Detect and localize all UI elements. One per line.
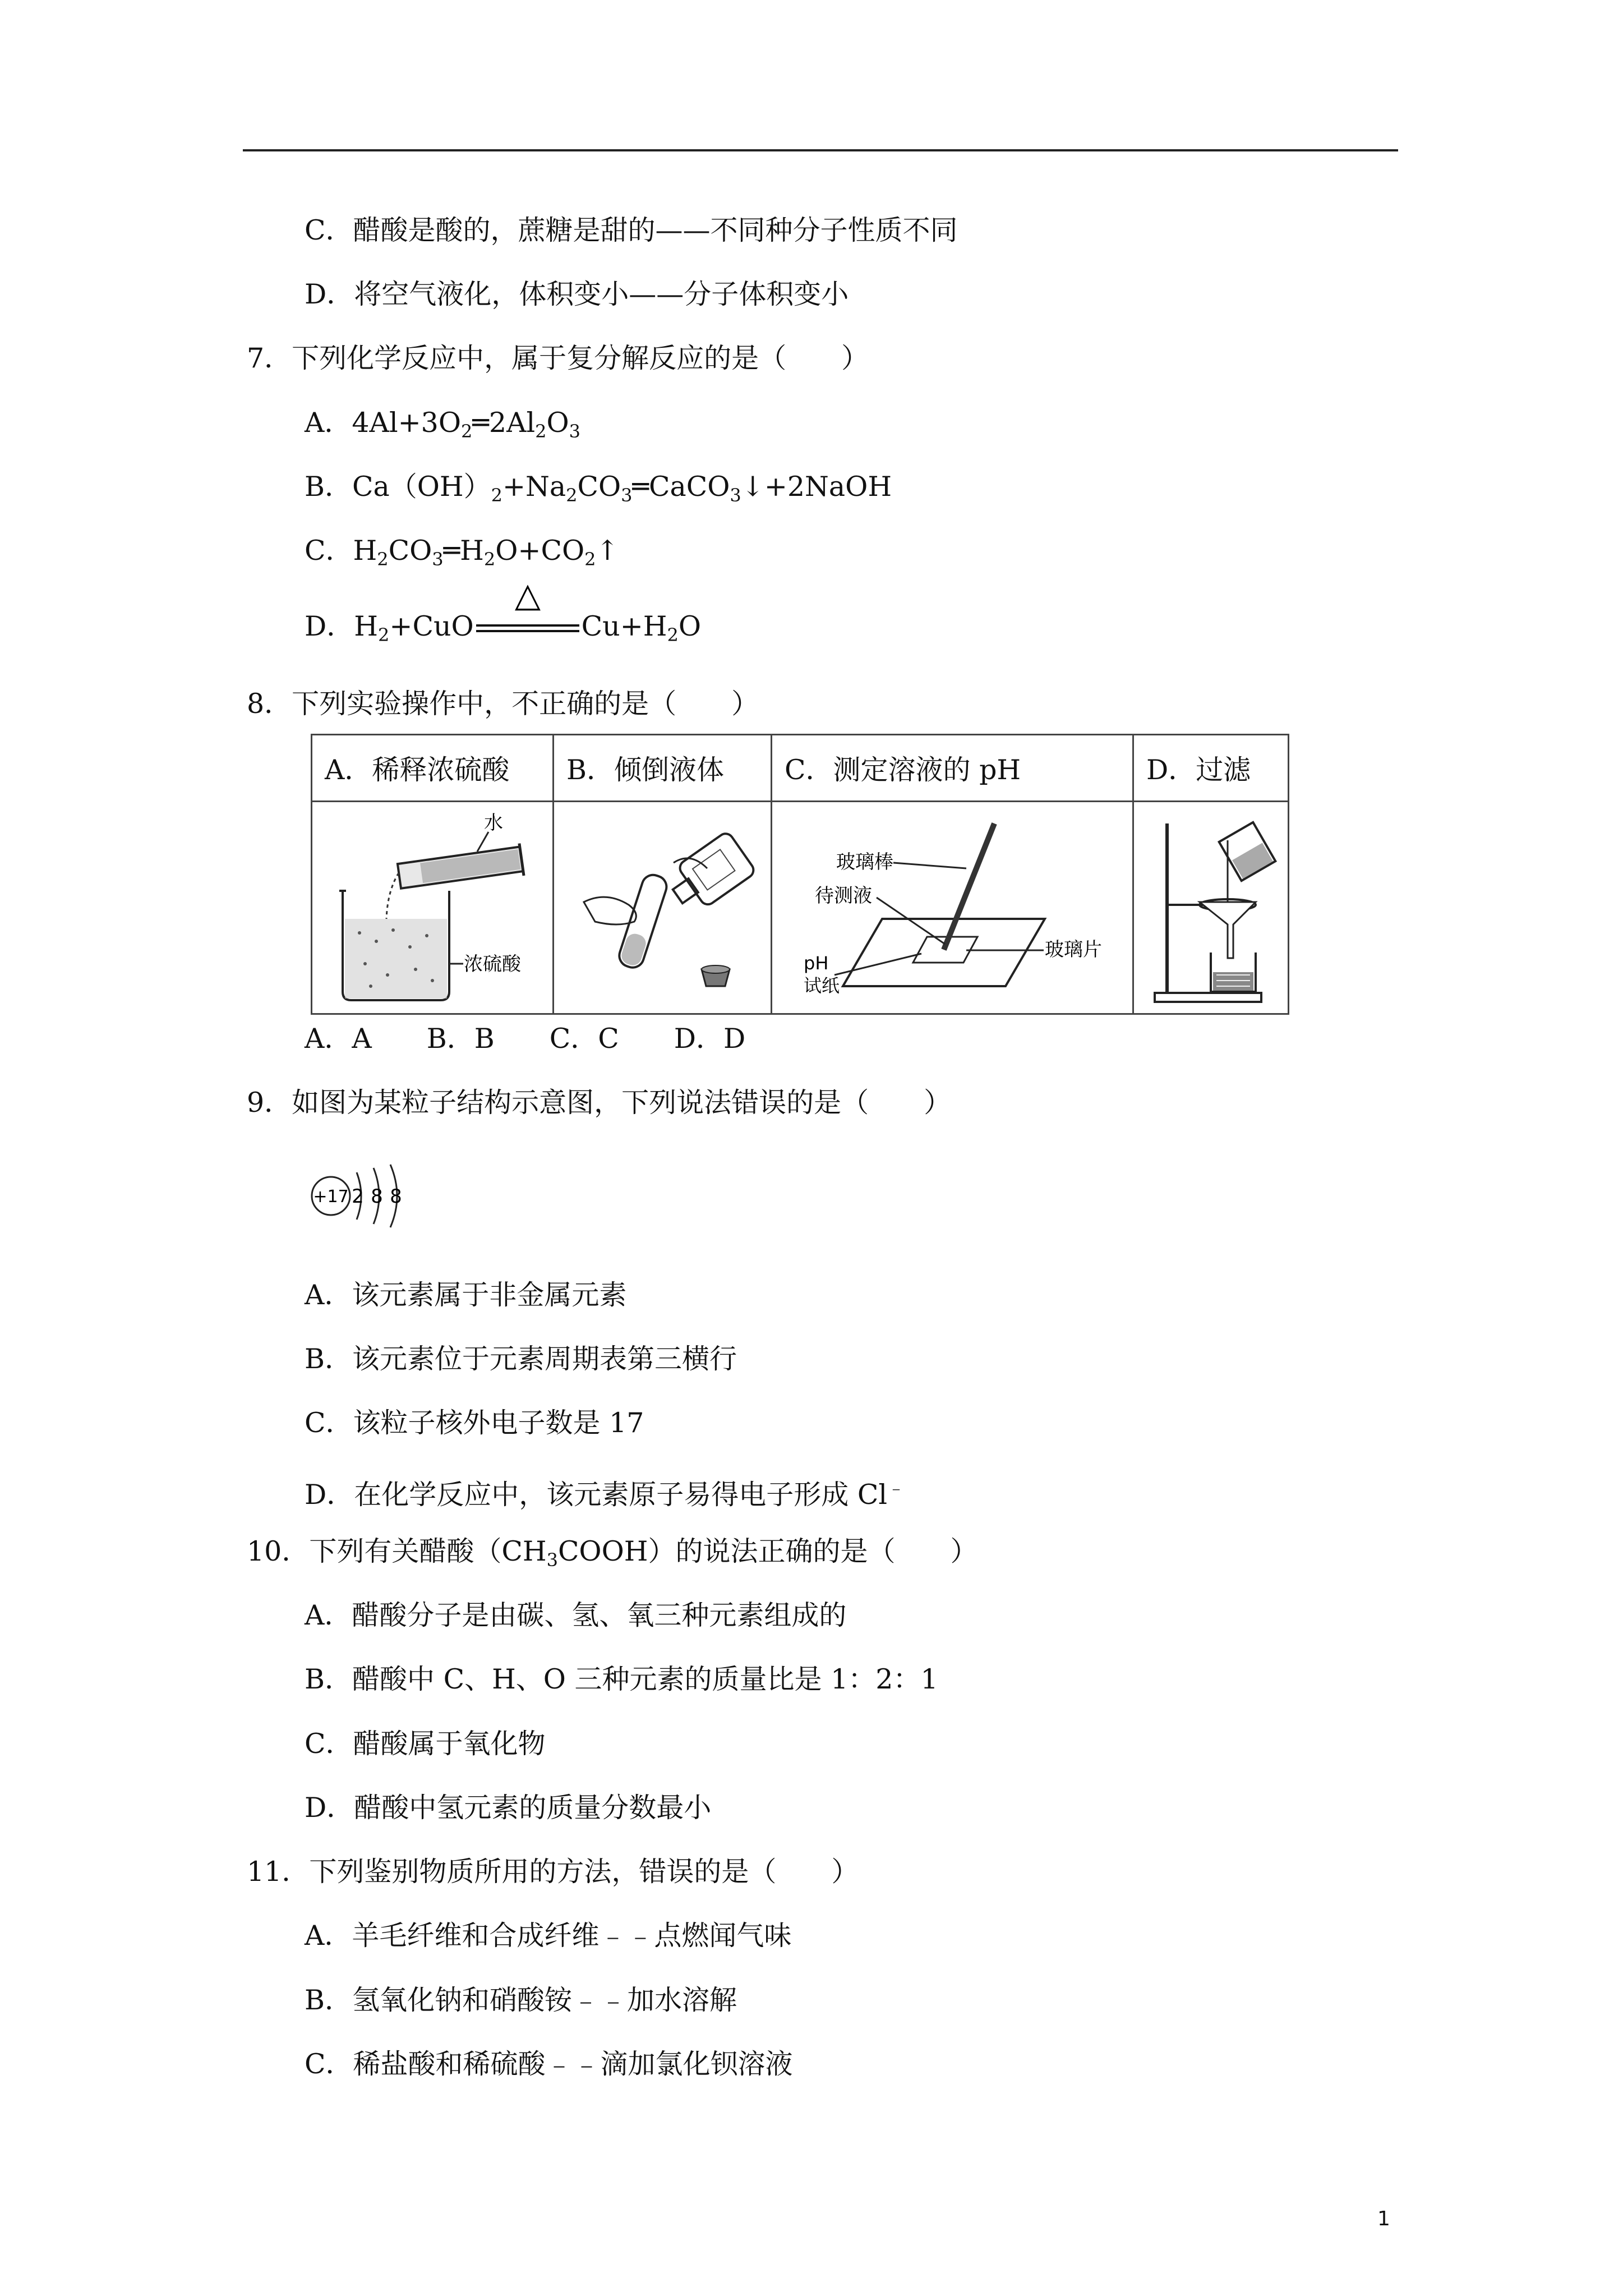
q8-stem: 8．下列实验操作中，不正确的是（ ）: [247, 688, 759, 720]
label-test-liquid: 待测液: [815, 885, 872, 907]
q7-option-b: B．$Ca(OH)_2+Na_2CO_3═CaCO_3↓+2NaOH$: [305, 471, 892, 506]
q9-option-d: D．在化学反应中，该元素原子易得电子形成 Cl﹣: [305, 1477, 906, 1511]
q11-stem: 11．下列鉴别物质所用的方法，错误的是（ ）: [247, 1856, 859, 1888]
q10-stem: 10．下列有关醋酸$(CH_3COOH)$的说法正确的是（ ）: [247, 1535, 978, 1571]
delta-symbol: △: [514, 576, 541, 615]
q9-option-b: B．该元素位于元素周期表第三横行: [305, 1343, 737, 1375]
header-a: A．稀释浓硫酸: [312, 735, 554, 802]
heating-condition-sign: [474, 576, 582, 643]
particle-structure-diagram: [307, 1162, 419, 1230]
q11-option-c: C．稀盐酸和稀硫酸﹣﹣滴加氯化钡溶液: [305, 2048, 793, 2080]
label-glass-plate: 玻璃片: [1045, 938, 1102, 961]
q7-stem: 7．下列化学反应中，属于复分解反应的是（ ）: [247, 342, 869, 374]
q9-option-a: A．该元素属于非金属元素: [305, 1279, 627, 1311]
nucleus-charge: +17: [313, 1187, 349, 1207]
header-b: B．倾倒液体: [554, 735, 772, 802]
q10-option-b: B．醋酸中 C、H、O 三种元素的质量比是 1：2：1: [305, 1663, 938, 1695]
q10-option-c: C．醋酸属于氧化物: [305, 1728, 546, 1760]
q10-option-d: D．醋酸中氢元素的质量分数最小: [305, 1792, 712, 1824]
label-ph: pH: [804, 953, 829, 974]
q7-option-c: C．$H_2CO_3═H_2O+CO_2↑$: [305, 535, 619, 570]
q11-option-a: A．羊毛纤维和合成纤维﹣﹣点燃闻气味: [305, 1920, 792, 1952]
experiment-table: [311, 734, 1289, 1015]
q6-option-c: C．醋酸是酸的，蔗糖是甜的——不同种分子性质不同: [305, 214, 958, 246]
header-d: D．过滤: [1133, 735, 1289, 802]
label-glass-rod: 玻璃棒: [836, 851, 893, 873]
page-number: 1: [1377, 2207, 1390, 2230]
q11-option-b: B．氢氧化钠和硝酸铵﹣﹣加水溶解: [305, 1984, 737, 2016]
q10-option-a: A．醋酸分子是由碳、氢、氧三种元素组成的: [305, 1599, 847, 1631]
header-rule: [243, 149, 1398, 151]
image-measure-ph: [772, 802, 1133, 1014]
label-test-paper: 试纸: [804, 975, 840, 996]
q8-answers: A．A B．B C．C D．D: [305, 1023, 746, 1055]
q7-option-d: D．$H_2+CuO$ △ $Cu+H_2O$: [305, 576, 702, 646]
q9-option-c: C．该粒子核外电子数是 17: [305, 1407, 644, 1439]
q9-stem: 9．如图为某粒子结构示意图，下列说法错误的是（ ）: [247, 1087, 952, 1119]
image-pour-liquid: [554, 802, 772, 1014]
label-conc-acid: 浓硫酸: [464, 953, 521, 976]
q6-option-d: D．将空气液化，体积变小——分子体积变小: [305, 278, 849, 310]
q7-option-a: A．$4Al+3O_2═2Al_2O_3$: [305, 407, 581, 442]
shell-3-electrons: 8: [390, 1185, 402, 1208]
image-dilute-acid: [312, 802, 554, 1014]
label-water: 水: [484, 812, 503, 834]
header-c: C．测定溶液的 pH: [772, 735, 1133, 802]
shell-2-electrons: 8: [371, 1185, 383, 1208]
shell-1-electrons: 2: [352, 1185, 364, 1208]
image-filtration: [1133, 802, 1289, 1014]
